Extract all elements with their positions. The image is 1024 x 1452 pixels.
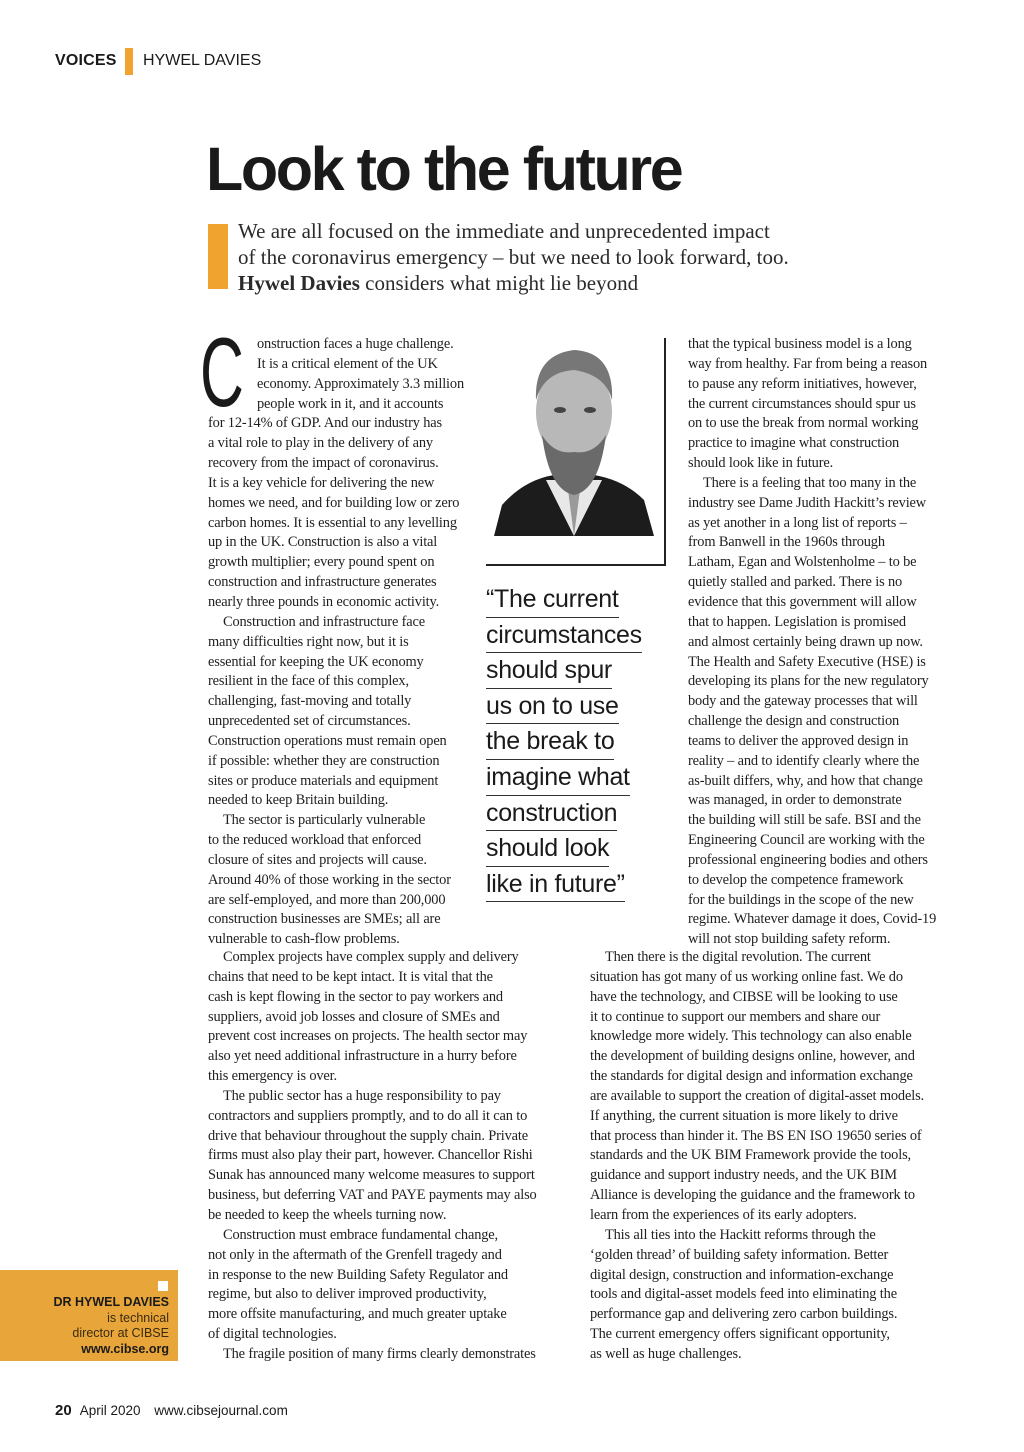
article-title: Look to the future <box>206 135 682 203</box>
pull-quote-line: like in future” <box>486 867 625 903</box>
body-text-line: regime, but also to deliver improved productivity, <box>208 1286 487 1303</box>
pull-quote-line: should spur <box>486 653 612 689</box>
body-text-line: body and the gateway processes that will <box>688 693 918 710</box>
section-divider-bar <box>125 48 133 75</box>
body-text-line: chains that need to be kept intact. It is vital that the <box>208 968 493 985</box>
body-text-line: Construction and infrastructure face <box>223 613 425 630</box>
body-text-line: closure of sites and projects will cause. <box>208 851 427 868</box>
body-text-line: for the buildings in the scope of the new <box>688 891 914 908</box>
body-text-line: was managed, in order to demonstrate <box>688 792 902 809</box>
body-text-line: many difficulties right now, but it is <box>208 633 409 650</box>
standfirst <box>238 218 789 296</box>
body-text-line: way from healthy. Far from being a reason <box>688 355 928 372</box>
body-text-line: practice to imagine what construction <box>688 435 900 452</box>
body-text-line: more offsite manufacturing, and much greater uptake <box>208 1306 507 1323</box>
body-text-line: and almost certainly being drawn up now. <box>688 633 923 650</box>
pull-quote-line: imagine what <box>486 760 630 796</box>
bio-role: is technical <box>107 1310 169 1325</box>
pull-quote-line: “The current <box>486 582 619 618</box>
photo-frame-rule <box>486 564 666 566</box>
body-text-line: It is a critical element of the UK <box>257 355 438 372</box>
issue-date: April 2020 <box>79 1403 141 1418</box>
body-text-line: drive that behaviour throughout the supply chain. Private <box>208 1127 528 1144</box>
body-text-line: Latham, Egan and Wolstenholme – to be <box>688 554 917 571</box>
body-text-line: to the reduced workload that enforced <box>208 832 422 849</box>
body-text-line: not only in the aftermath of the Grenfell tragedy and <box>208 1246 502 1263</box>
body-text-line: Around 40% of those working in the sector <box>208 871 451 888</box>
pull-quote-line: circumstances <box>486 618 642 654</box>
body-text-line: challenging, fast-moving and totally <box>208 693 412 710</box>
body-text-line: The fragile position of many firms clearly demonstrates <box>223 1345 536 1362</box>
body-text-line: If anything, the current situation is more likely to drive <box>590 1107 898 1124</box>
bio-square-icon <box>158 1281 168 1291</box>
body-text-line: contractors and suppliers promptly, and to do all it can to <box>208 1107 528 1124</box>
body-text-line: will not stop building safety reform. <box>688 931 891 948</box>
body-text-line: this emergency is over. <box>208 1068 337 1085</box>
standfirst-text: considers what might lie beyond <box>359 271 639 295</box>
pull-quote-line: the break to <box>486 724 614 760</box>
author-bio-box <box>0 1270 178 1361</box>
body-text-line: nearly three pounds in economic activity. <box>208 593 440 610</box>
body-text-line: also yet need additional infrastructure in a hurry before <box>208 1048 517 1065</box>
body-column-right-top <box>688 335 936 950</box>
body-text-line: resilient in the face of this complex, <box>208 673 409 690</box>
body-text-line: cash is kept flowing in the sector to pay workers and <box>208 988 503 1005</box>
body-text-line: guidance and support industry needs, and the UK BIM <box>590 1167 897 1184</box>
body-text-line: carbon homes. It is essential to any levelling <box>208 514 457 531</box>
standfirst-line: of the coronavirus emergency – but we need to look forward, too. <box>238 245 789 269</box>
body-text-line: it to continue to support our members and share our <box>590 1008 881 1025</box>
author-portrait-photo <box>494 340 654 536</box>
body-text-line: that the typical business model is a long <box>688 336 912 352</box>
body-text-line: regime. Whatever damage it does, Covid-19 <box>688 911 937 928</box>
body-text-line: that to happen. Legislation is promised <box>688 613 906 630</box>
body-text-line: There is a feeling that too many in the <box>703 474 917 491</box>
body-text-line: The sector is particularly vulnerable <box>223 812 426 829</box>
body-text-line: Alliance is developing the guidance and the framework to <box>590 1187 915 1204</box>
body-text-line: the development of building designs online, however, and <box>590 1048 915 1065</box>
body-text-line: performance gap and delivering zero carbon buildings. <box>590 1306 898 1323</box>
body-text-line: professional engineering bodies and others <box>688 851 928 868</box>
body-text-line: tools and digital-asset models feed into eliminating the <box>590 1286 897 1303</box>
author-tag: HYWEL DAVIES <box>143 52 262 69</box>
body-text-line: Engineering Council are working with the <box>688 832 925 849</box>
body-text-line: to develop the competence framework <box>688 871 904 888</box>
body-text-line: suppliers, avoid job losses and closure of SMEs and <box>208 1008 500 1025</box>
body-text-line: economy. Approximately 3.3 million <box>257 375 464 392</box>
body-text-line: a vital role to play in the delivery of any <box>208 435 433 452</box>
body-text-line: The Health and Safety Executive (HSE) is <box>688 653 926 670</box>
body-text-line: be needed to keep the wheels turning now. <box>208 1206 447 1223</box>
body-text-line: firms must also play their part, however. Chancellor Rishi <box>208 1147 533 1164</box>
body-text-line: The current emergency offers significant opportunity, <box>590 1326 890 1343</box>
body-text-line: Construction must embrace fundamental change, <box>223 1226 498 1243</box>
body-text-line: are self-employed, and more than 200,000 <box>208 891 446 908</box>
body-text-line: standards and the UK BIM Framework provide the tools, <box>590 1147 911 1164</box>
body-column-right-bottom <box>590 948 924 1365</box>
body-text-line: Then there is the digital revolution. The current <box>605 949 871 965</box>
body-text-line: developing its plans for the new regulatory <box>688 673 929 690</box>
body-text-line: are available to support the creation of digital-asset models. <box>590 1087 924 1104</box>
body-text-line: essential for keeping the UK economy <box>208 653 424 670</box>
drop-cap: C <box>200 317 244 427</box>
pull-quote-line: us on to use <box>486 689 619 725</box>
body-text-line: vulnerable to cash-flow problems. <box>208 931 400 948</box>
bio-name: DR HYWEL DAVIES <box>53 1295 169 1309</box>
body-text-line: construction businesses are SMEs; all are <box>208 911 441 928</box>
body-text-line: the building will still be safe. BSI and the <box>688 812 921 829</box>
body-text-line: as well as huge challenges. <box>590 1345 742 1362</box>
body-text-line: quietly stalled and parked. There is no <box>688 574 903 591</box>
body-text-line: homes we need, and for building low or zero <box>208 494 460 511</box>
body-text-line: the current circumstances should spur us <box>688 395 916 412</box>
body-text-line: This all ties into the Hackitt reforms through the <box>605 1226 876 1243</box>
body-text-line: ‘golden thread’ of building safety information. Better <box>590 1246 889 1263</box>
author-name: Hywel Davies <box>238 271 360 295</box>
body-text-line: industry see Dame Judith Hackitt’s review <box>688 494 927 511</box>
body-column-left-top <box>208 335 464 950</box>
body-text-line: Construction operations must remain open <box>208 732 447 749</box>
page-number: 20 <box>55 1402 72 1419</box>
body-text-line: learn from the experiences of its early adopters. <box>590 1206 857 1223</box>
page-footer <box>55 1402 288 1419</box>
body-text-line: knowledge more widely. This technology can also enable <box>590 1028 912 1045</box>
photo-frame-rule <box>664 338 666 566</box>
body-text-line: prevent cost increases on projects. The health sector may <box>208 1028 528 1045</box>
body-text-line: challenge the design and construction <box>688 713 900 730</box>
standfirst-line <box>238 270 789 296</box>
body-text-line: The public sector has a huge responsibility to pay <box>223 1087 501 1104</box>
standfirst-bar <box>208 224 228 289</box>
body-text-line: recovery from the impact of coronavirus. <box>208 455 439 472</box>
body-text-line: from Banwell in the 1960s through <box>688 534 885 551</box>
body-text-line: evidence that this government will allow <box>688 593 917 610</box>
journal-website-link[interactable]: www.cibsejournal.com <box>154 1403 288 1418</box>
body-text-line: on to use the break from normal working <box>688 415 919 432</box>
body-text-line: needed to keep Britain building. <box>208 792 389 809</box>
body-text-line: to pause any reform initiatives, however, <box>688 375 917 392</box>
body-text-line: up in the UK. Construction is also a vital <box>208 534 438 551</box>
standfirst-line: We are all focused on the immediate and unprecedented impact <box>238 219 770 243</box>
body-text-line: have the technology, and CIBSE will be looking to use <box>590 988 898 1005</box>
body-text-line: should look like in future. <box>688 455 834 472</box>
body-text-line: Complex projects have complex supply and delivery <box>223 949 519 965</box>
body-text-line: unprecedented set of circumstances. <box>208 713 411 730</box>
bio-link[interactable]: www.cibse.org <box>81 1341 169 1356</box>
body-text-line: people work in it, and it accounts <box>257 395 444 412</box>
body-text-line: as yet another in a long list of reports – <box>688 514 907 531</box>
body-text-line: digital design, construction and information-exchange <box>590 1266 894 1283</box>
pull-quote-line: should look <box>486 831 609 867</box>
section-label: VOICES <box>55 52 117 69</box>
body-text-line: of digital technologies. <box>208 1326 337 1343</box>
body-column-left-bottom <box>208 948 537 1365</box>
body-text-line: situation has got many of us working online fast. We do <box>590 968 903 985</box>
body-text-line: reality – and to identify clearly where the <box>688 752 920 769</box>
body-text-line: growth multiplier; every pound spent on <box>208 554 435 571</box>
body-text-line: Sunak has announced many welcome measures to support <box>208 1167 535 1184</box>
body-text-line: onstruction faces a huge challenge. <box>257 336 454 352</box>
pull-quote <box>486 582 642 902</box>
body-text-line: construction and infrastructure generates <box>208 574 437 591</box>
body-text-line: business, but deferring VAT and PAYE payments may also <box>208 1187 537 1204</box>
body-text-line: that process than hinder it. The BS EN ISO 19650 series of <box>590 1127 922 1144</box>
bio-role: director at CIBSE <box>72 1326 169 1340</box>
body-text-line: for 12-14% of GDP. And our industry has <box>208 415 442 432</box>
body-text-line: teams to deliver the approved design in <box>688 732 909 749</box>
body-text-line: as-built differs, why, and how that change <box>688 772 923 789</box>
body-text-line: the standards for digital design and information exchange <box>590 1068 913 1085</box>
body-text-line: in response to the new Building Safety Regulator and <box>208 1266 508 1283</box>
body-text-line: It is a key vehicle for delivering the new <box>208 474 435 491</box>
body-text-line: if possible: whether they are construction <box>208 752 440 769</box>
pull-quote-line: construction <box>486 796 617 832</box>
body-text-line: sites or produce materials and equipment <box>208 772 439 789</box>
